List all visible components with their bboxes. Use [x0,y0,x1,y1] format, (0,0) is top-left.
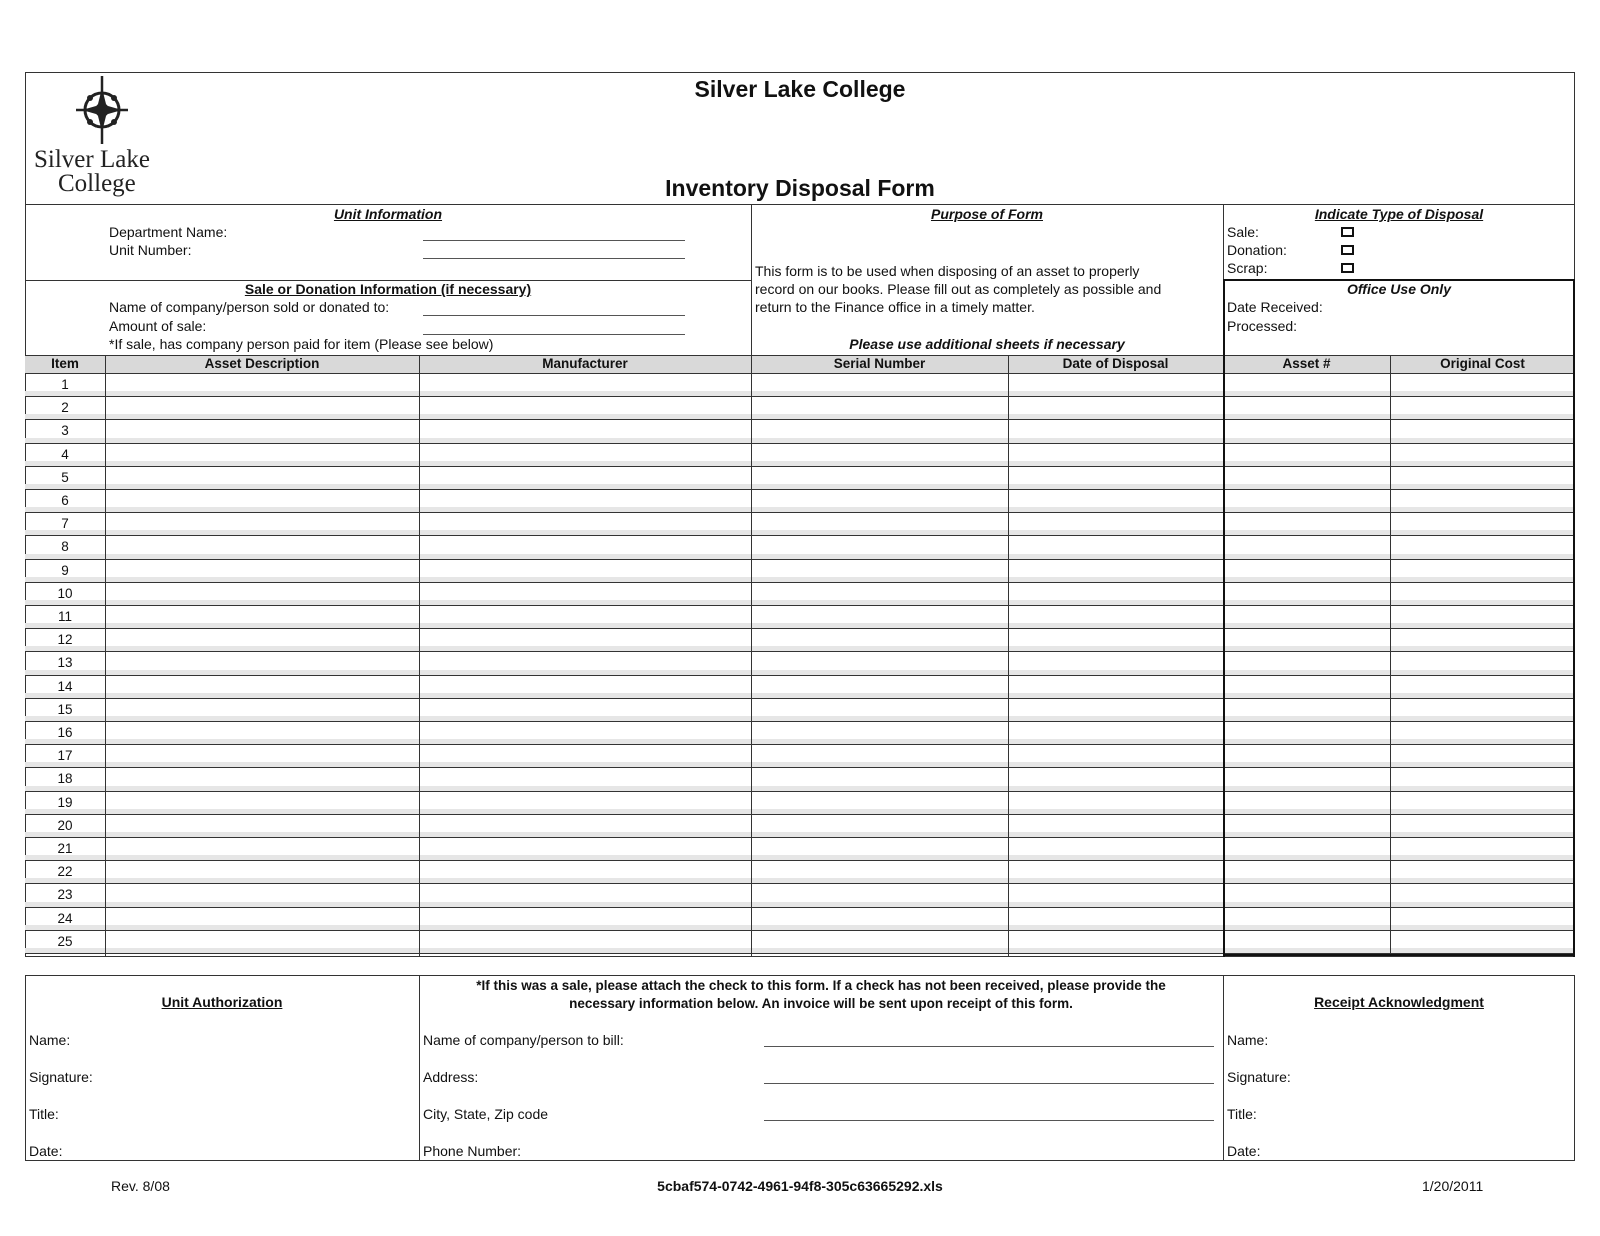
row-shade [25,809,1575,814]
billing-note-2: necessary information below. An invoice will be sent upon receipt of this form. [569,996,1073,1011]
item-number: 8 [61,539,69,555]
bill-company-label: Name of company/person to bill: [423,1032,624,1048]
sale-info-heading: Sale or Donation Information (if necessary) [244,281,532,297]
item-number: 24 [57,910,73,926]
item-number: 17 [57,748,73,764]
purpose-additional: Please use additional sheets if necessary [849,336,1125,352]
row-shade [25,762,1575,767]
item-number: 19 [57,794,73,810]
table-row [25,792,1575,815]
item-number: 10 [57,585,73,601]
purpose-line3: return to the Finance office in a timely matter. [755,299,1035,315]
form-title: Inventory Disposal Form [665,175,935,201]
purpose-line2: record on our books. Please fill out as completely as possible and [755,281,1162,297]
receipt-heading: Receipt Acknowledgment [1314,994,1484,1010]
table-row [25,629,1575,652]
table-row [25,931,1575,954]
item-number: 5 [61,469,69,485]
row-shade [25,414,1575,419]
item-number: 16 [57,725,73,740]
purpose-heading: Purpose of Form [930,206,1043,222]
footer-filename: 5cbaf574-0742-4961-94f8-305c63665292.xls [657,1178,943,1194]
item-number: 1 [61,377,69,392]
row-shade [25,902,1575,907]
bill-company-input[interactable] [764,1046,1214,1047]
unit-auth-signature: Signature: [29,1069,93,1085]
table-row [25,699,1575,722]
row-shade [25,461,1575,466]
college-name: Silver Lake College [694,76,906,102]
bill-city-input[interactable] [764,1120,1214,1121]
col-item: Item [51,356,79,371]
bill-address-label: Address: [423,1069,479,1085]
table-row [25,397,1575,420]
row-shade [25,855,1575,860]
disposal-donation-checkbox[interactable] [1341,245,1354,255]
row-shade [25,670,1575,675]
item-number: 18 [57,771,73,787]
amount-input[interactable] [423,334,685,335]
table-row [25,420,1575,443]
company-sold-label: Name of company/person sold or donated to: [109,299,390,315]
logo-line2: College [58,170,136,197]
disposal-donation-label: Donation: [1227,242,1287,258]
table-row [25,583,1575,606]
table-row [25,560,1575,583]
table-row [25,606,1575,629]
table-row [25,815,1575,838]
item-number: 3 [61,423,69,439]
unit-number-input[interactable] [423,258,685,259]
receipt-signature: Signature: [1227,1069,1291,1085]
row-shade [25,716,1575,721]
row-shade [25,484,1575,489]
col-manufacturer: Manufacturer [542,356,628,371]
row-shade [25,693,1575,698]
inventory-table [25,355,1575,957]
bill-address-input[interactable] [764,1083,1214,1084]
disposal-sale-label: Sale: [1227,224,1259,240]
logo-line1: Silver Lake [34,146,150,173]
item-number: 15 [57,701,73,717]
col-original-cost: Original Cost [1440,356,1525,371]
unit-number-label: Unit Number: [109,242,192,258]
item-number: 11 [57,609,72,624]
item-number: 23 [57,887,73,903]
table-row [25,884,1575,907]
unit-info-heading: Unit Information [333,206,443,222]
col-serial-number: Serial Number [833,356,926,371]
disposal-sale-checkbox[interactable] [1341,227,1354,237]
item-number: 14 [57,678,73,694]
table-row [25,838,1575,861]
row-shade [25,438,1575,443]
amount-label: Amount of sale: [109,318,207,334]
table-row [25,908,1575,931]
item-number: 13 [57,655,73,671]
disposal-scrap-label: Scrap: [1227,260,1268,276]
row-shade [25,530,1575,535]
col-asset-number: Asset # [1282,356,1331,371]
table-row [25,513,1575,536]
compass-logo-icon [74,74,134,146]
row-shade [25,507,1575,512]
table-row [25,652,1575,675]
col-line-7 [1573,355,1575,957]
item-number: 6 [61,493,69,508]
receipt-title: Title: [1227,1106,1257,1122]
table-row [25,745,1575,768]
item-number: 22 [57,864,73,880]
table-row [25,444,1575,467]
col-line-6 [1390,355,1391,957]
item-number: 20 [57,817,73,833]
sale-note: *If sale, has company person paid for item (Please see below) [109,336,494,352]
row-shade [25,554,1575,559]
table-row [25,467,1575,490]
row-shade [25,925,1575,930]
receipt-date: Date: [1227,1143,1261,1159]
bill-city-label: City, State, Zip code [423,1106,549,1122]
unit-auth-title: Title: [29,1106,59,1122]
col-line-4 [1008,355,1009,957]
table-row [25,722,1575,745]
processed-label: Processed: [1227,318,1298,334]
col-date-of-disposal: Date of Disposal [1062,356,1169,371]
info-divider-1 [751,204,752,356]
department-input[interactable] [423,240,685,241]
table-row [25,536,1575,559]
unit-auth-name: Name: [29,1032,71,1048]
purpose-line1: This form is to be used when disposing of an asset to properly [755,263,1140,279]
table-row [25,861,1575,884]
table-row [25,374,1575,397]
footer-revision: Rev. 8/08 [111,1178,170,1194]
department-label: Department Name: [109,224,228,240]
col-asset-description: Asset Description [204,356,320,371]
row-shade [25,832,1575,837]
table-row [25,676,1575,699]
bill-phone-label: Phone Number: [423,1143,522,1159]
item-number: 25 [57,933,73,949]
unit-auth-date: Date: [29,1143,63,1159]
disposal-heading: Indicate Type of Disposal [1314,206,1484,222]
item-number: 7 [61,516,69,532]
header-divider [25,204,1575,205]
table-row [25,490,1575,513]
company-sold-input[interactable] [423,315,685,316]
row-shade [25,577,1575,582]
office-bottom-line [1223,954,1575,956]
billing-note-1: *If this was a sale, please attach the check to this form. If a check has not been received, please provide the [476,978,1166,993]
row-shade [25,646,1575,651]
row-shade [25,786,1575,791]
item-number: 2 [61,400,69,416]
row-shade [25,391,1575,396]
item-number: 9 [61,562,69,578]
col-line-3 [751,355,752,957]
col-line-5 [1223,355,1225,957]
receipt-name: Name: [1227,1032,1269,1048]
unit-auth-heading: Unit Authorization [161,994,283,1010]
row-shade [25,878,1575,883]
row-shade [25,600,1575,605]
date-received-label: Date Received: [1227,299,1323,315]
row-shade [25,948,1575,953]
row-shade [25,739,1575,744]
item-number: 4 [61,446,69,462]
col-line-1 [105,355,106,957]
item-number: 12 [57,632,73,648]
item-number: 21 [57,841,73,856]
row-shade [25,623,1575,628]
office-use-heading: Office Use Only [1346,281,1451,297]
table-header-row [25,355,1575,374]
table-row [25,768,1575,791]
disposal-scrap-checkbox[interactable] [1341,263,1354,273]
footer-date: 1/20/2011 [1422,1178,1484,1194]
col-line-2 [419,355,420,957]
